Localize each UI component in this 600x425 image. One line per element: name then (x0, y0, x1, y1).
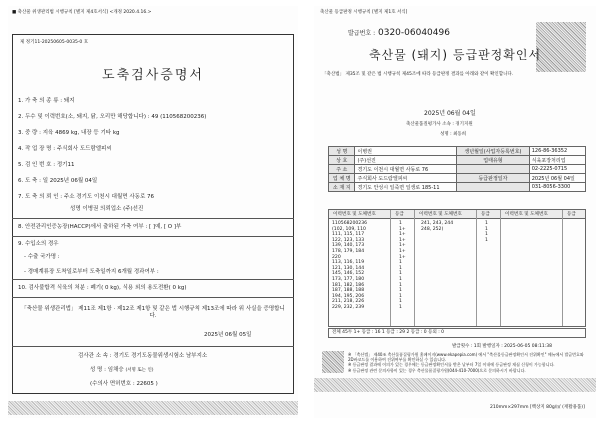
table-row: 소 재 지 경기도 안성시 일죽면 일생로 185-11 031-8056-3300 (329, 183, 586, 192)
notice-text: 「축산법」 제35조 및 같은 법 시행규칙 제45조에 따라 등급판정 결과를 아래와 같이 확인합니다. (322, 72, 514, 77)
grid-header-label: 이력번호 및 도체번호 (505, 212, 548, 217)
divider (12, 218, 294, 219)
slaughter-certificate (8, 6, 298, 418)
divider (12, 346, 294, 347)
grade-certificate (314, 6, 596, 418)
divider (12, 297, 294, 298)
footnote-3: ※ 등급판정 관련 문의사항이 있는 경우 축산물품질평가원(044-410-7000)으로 문의하시기 바랍니다. (348, 368, 526, 373)
evaluator: 성명 : 최동희 (440, 132, 467, 137)
page-title: 축산물 (돼지) 등급판정확인서 (368, 48, 542, 62)
grade-date: 2025년 06월 04일 (424, 110, 476, 117)
info-table (328, 146, 586, 192)
import-note: - 경매계류장 도착일로부터 도축일까지 6개월 경과여부 : (24, 269, 159, 275)
license-number: (수의사 면허번호 : 22605 ) (90, 381, 158, 387)
item-workplace: 4. 작 업 장 명 : 주식회사 도드람엘피씨 (18, 146, 112, 152)
grade-totals: 전체 45두 1+ 등급 : 16 1 등급 : 29 2 등급 : 0 등외 : 0 (328, 328, 586, 338)
issue-date: 2025년 06월 05일 (204, 332, 252, 338)
import-title: 9. 수입소의 경우 (18, 241, 59, 247)
table-row: 업 체 명 주식회사 도드람엘피씨 등급판정일자 2025년 06월 04일 (329, 174, 586, 183)
footer-barcode (322, 351, 344, 373)
grade-grid (328, 209, 586, 327)
grades-col2: 1 1 1 1 (485, 221, 488, 243)
item-requester-address: 7. 도 축 의 뢰 인 : 주소 경기도 이천시 대월면 사동로 76 (18, 194, 155, 200)
table-row: 성 명 이병권 생년월일(사업자등록번호) 126-86-36352 (329, 147, 586, 156)
import-country: - 수출 국가명 : (24, 254, 60, 260)
divider (12, 236, 294, 237)
disposal-line: 10. 검사불합격 식육의 처분 : 폐기( 0 kg), 식용 외의 용도전환( 0 kg) (18, 285, 187, 291)
certificate-frame (12, 34, 294, 394)
item-head-count: 2. 두수 및 이력번호(소, 돼지, 닭, 오리만 해당합니다) : 49 (110568200236) (18, 114, 207, 120)
grid-header-label: 등급 (395, 212, 404, 217)
grid-header-label: 이력번호 및 도체번호 (419, 212, 462, 217)
trace-numbers-col1: 110568200236 (102, 109, 110 111, 115, 117 122, 123, 133 139, 140, 173 178, 179, 184 220 113, 116, 119 121, 130, 144 145, 146, 152 173, 177, 180 181, 182, 186 187, 188, 188 194, 195, 206 211, 218, 226 229, 232, 239 (332, 221, 368, 310)
item-weight: 3. 중 량 : 지육 4869 kg, 내장 등 기타 kg (18, 130, 120, 136)
issue-number: 발급번호 : 0320-06040496 (348, 28, 450, 38)
right-header-note: 축산물 등급판정 시행규칙 [별지 제1호 서식] (320, 10, 408, 15)
item-slaughter-date: 6. 도 축 : 일 2025년 06월 04일 (18, 178, 98, 184)
scan-noise-strip (314, 378, 596, 392)
footnote-1: ※ 「축산법」 제40조 축산물품질평가원 홈페이지(www.ekapepia.com) 에서 "축산물등급판정확인서 진위확인" 메뉴에서 발급번호와 2D바코드를 이용하여 진위여부를 확인하실 수 있습니다. (348, 352, 584, 362)
grid-column (501, 210, 563, 326)
divider (12, 279, 294, 280)
table-row: 상 호 (주)선진 업태유형 식육포장처리업 (329, 156, 586, 165)
left-header-note: ■ 축산물 위생관리법 시행규칙 [별지 제4호서식] <개정 2020.4.16.> (12, 10, 152, 15)
paper-size-note: 210mm×297mm [백상지 80g/㎡ (재활용품)] (490, 405, 585, 410)
table-row: 주 소 경기도 이천시 대월면 사동로 76 02-2225-0715 (329, 165, 586, 174)
certify-text: 「축산물 위생관리법」 제11조 제1항 · 제12조 제1항 및 같은 법 시행규칙 제13조에 따라 위 사실을 증명합니다. (21, 306, 285, 319)
inspector-org: 검사관 소 속 : 경기도 경기도동물위생시험소 남부지소 (78, 353, 208, 359)
issue-timestamp: 발급횟수 : 1회 발행일자 : 2025-06-05 08:11:38 (452, 344, 552, 349)
inspector-name: 성 명 : 임채승 (서명 또는 인) (90, 367, 154, 373)
scan-noise-strip (8, 401, 298, 415)
item-requester-name: 성명 이병권 의뢰업소 (주)선진 (70, 206, 144, 212)
grid-header-label: 이력번호 및 도체번호 (333, 212, 376, 217)
grades-col1: 1 1+ 1+ 1+ 1+ 1+ 1+ 1 1 1 1 1 1 1 1 1 (399, 221, 406, 310)
footnote-2: ※ 등급판정 결과에 이의가 있는 경우에는 등급판정확인서를 받은 날부터 7일 이내에 등급판정 재심 신청이 가능합니다. (348, 362, 555, 367)
grid-header-label: 등급 (481, 212, 490, 217)
page-title: 도축검사증명서 (102, 68, 204, 83)
grid-column (477, 210, 501, 326)
item-stamp-number: 5. 검 인 번 호 : 정기11 (18, 162, 75, 168)
agency: 축산물품질평가사 소속 : 경기지원 (406, 122, 473, 127)
grid-header-label: 등급 (567, 212, 576, 217)
item-animal-type: 1. 가 축 의 종 류 : 돼지 (18, 98, 75, 104)
doc-number: 제 정기11-20250605-0035-0 호 (20, 40, 89, 45)
trace-numbers-col2: 241, 243, 244 248, 252) (421, 221, 454, 232)
haccp-line: 8. 안전관리인증농장(HACCP)에서 출하된 가축 여부 : [ ]예, [ O ]부 (18, 224, 182, 230)
